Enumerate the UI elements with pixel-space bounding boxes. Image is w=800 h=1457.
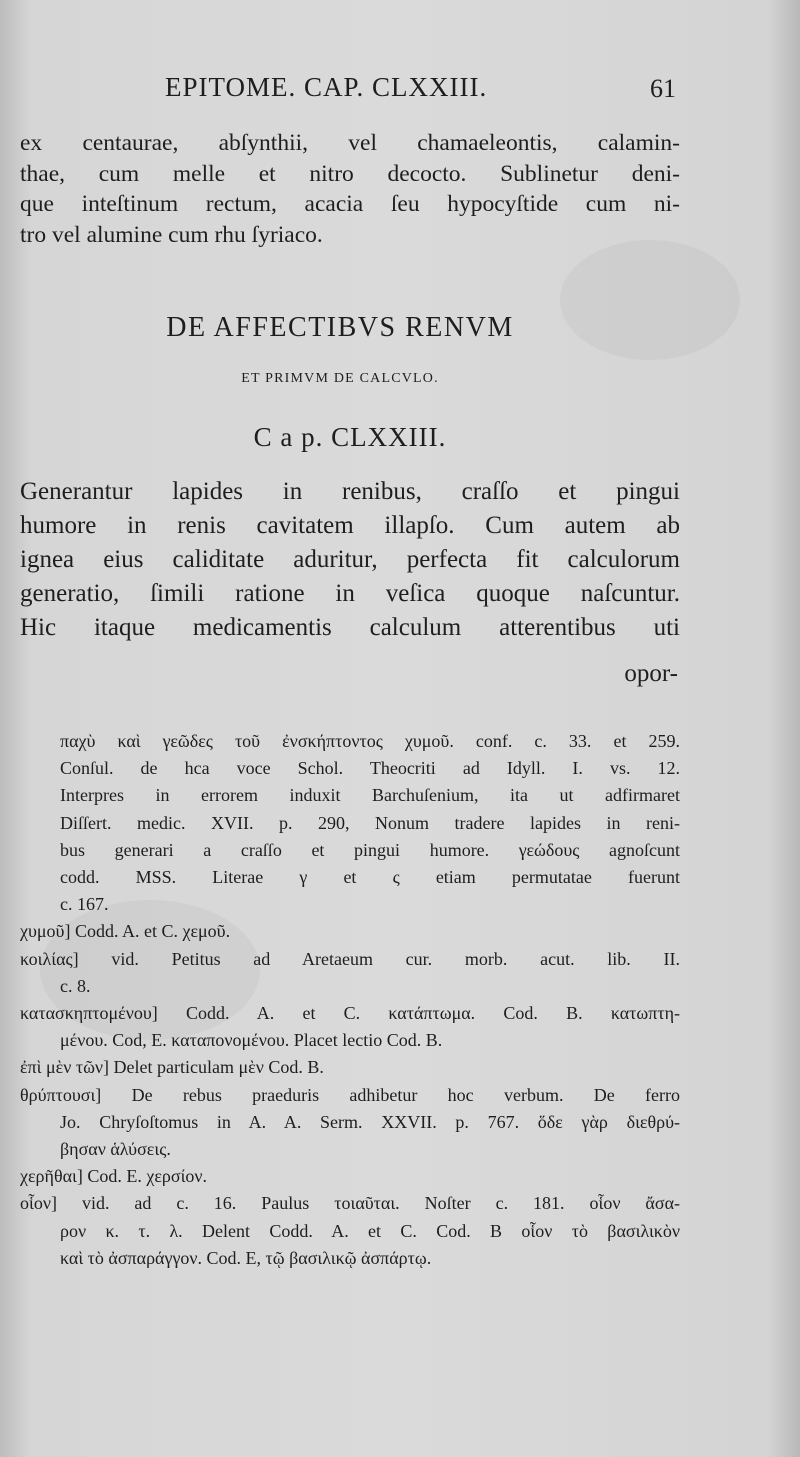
intro-paragraph [20, 128, 680, 250]
page-header [0, 72, 800, 108]
footnote-line: μένου. Cod, E. καταπονομένου. Placet lectio Cod. B. [60, 1030, 443, 1051]
footnote [20, 1082, 680, 1164]
footnote-line: βησαν ἁλύσεις. [60, 1139, 171, 1160]
note-line: bus generari a craſſo et pingui humore. γεώδους agnoſcunt [60, 839, 680, 860]
main-paragraph [20, 475, 680, 645]
text-line: ignea eius caliditate aduritur, perfecta fit calculorum [20, 546, 680, 573]
note-line: παχὺ καὶ γεῶδες τοῦ ἐνσκήπτοντος χυμοῦ. conf. c. 33. et 259. [60, 731, 680, 751]
footnote-line: χερῆθαι] Cod. E. χερσίον. [20, 1166, 208, 1187]
chapter-heading: C a p. CLXXIII. [253, 422, 447, 452]
text-line: thae, cum melle et nitro decocto. Sublinetur deni- [20, 160, 680, 187]
footnote [20, 1163, 680, 1190]
footnote-line: Jo. Chryſoſtomus in A. A. Serm. XXVII. p. 767. ὅδε γὰρ διεθρύ- [60, 1111, 680, 1132]
footnote-line: κοιλίας] vid. Petitus ad Aretaeum cur. morb. acut. lib. II. [20, 948, 680, 969]
note-line: codd. MSS. Literae γ et ς etiam permutatae fuerunt [60, 867, 680, 888]
footnote [20, 918, 680, 945]
text-line: generatio, ſimili ratione in veſica quoque naſcuntur. [20, 580, 680, 607]
text-line: ex centaurae, abſynthii, vel chamaeleontis, calamin- [20, 130, 680, 156]
footnote [20, 1054, 680, 1081]
footnotes [20, 728, 680, 1272]
footnote-line: καὶ τὸ ἀσπαράγγον. Cod. E, τῷ βασιλικῷ ἀσπάρτῳ. [60, 1247, 432, 1268]
footnote-line: c. 8. [60, 975, 91, 996]
footnote-line: χυμοῦ] Codd. A. et C. χεμοῦ. [20, 921, 231, 942]
text-line: tro vel alumine cum rhu ſyriaco. [20, 221, 323, 248]
text-line: Hic itaque medicamentis calculum atterentibus uti [20, 614, 680, 641]
text-line: humore in renis cavitatem illapſo. Cum autem ab [20, 512, 680, 539]
text-line: que inteſtinum rectum, acacia ſeu hypocyſtide cum ni- [20, 191, 680, 217]
footnote [20, 1000, 680, 1054]
running-head: EPITOME. CAP. CLXXIII. [165, 72, 488, 102]
note-line: c. 167. [60, 894, 109, 915]
note-line: Interpres in errorem induxit Barchuſenium, ita ut adfirmaret [60, 785, 680, 806]
footnote-line: ρον κ. τ. λ. Delent Codd. A. et C. Cod. B οἷον τὸ βασιλικὸν [60, 1220, 680, 1241]
note-line: Conſul. de hca voce Schol. Theocriti ad Idyll. I. vs. 12. [60, 758, 680, 779]
footnote-line: κατασκηπτομένου] Codd. A. et C. κατάπτωμα. Cod. B. κατωπτη- [20, 1003, 680, 1024]
note-continuation [20, 728, 680, 918]
catchword: opor- [624, 660, 678, 687]
text-line: Generantur lapides in renibus, craſſo et pingui [20, 478, 680, 505]
footnote-line: οἷον] vid. ad c. 16. Paulus τοιαῦται. Noſter c. 181. οἷον ἄσα- [20, 1193, 680, 1214]
footnote [20, 946, 680, 1000]
section-title: DE AFFECTIBVS RENVM [166, 312, 514, 343]
note-line: Diſſert. medic. XVII. p. 290, Nonum tradere lapides in reni- [60, 812, 680, 833]
section-subtitle: ET PRIMVM DE CALCVLO. [241, 371, 439, 386]
footnote-line: θρύπτουσι] De rebus praeduris adhibetur hoc verbum. De ferro [20, 1084, 680, 1105]
footnote-line: ἐπὶ μὲν τῶν] Delet particulam μὲν Cod. B. [20, 1057, 324, 1078]
page-number: 61 [650, 74, 676, 103]
footnote [20, 1190, 680, 1272]
